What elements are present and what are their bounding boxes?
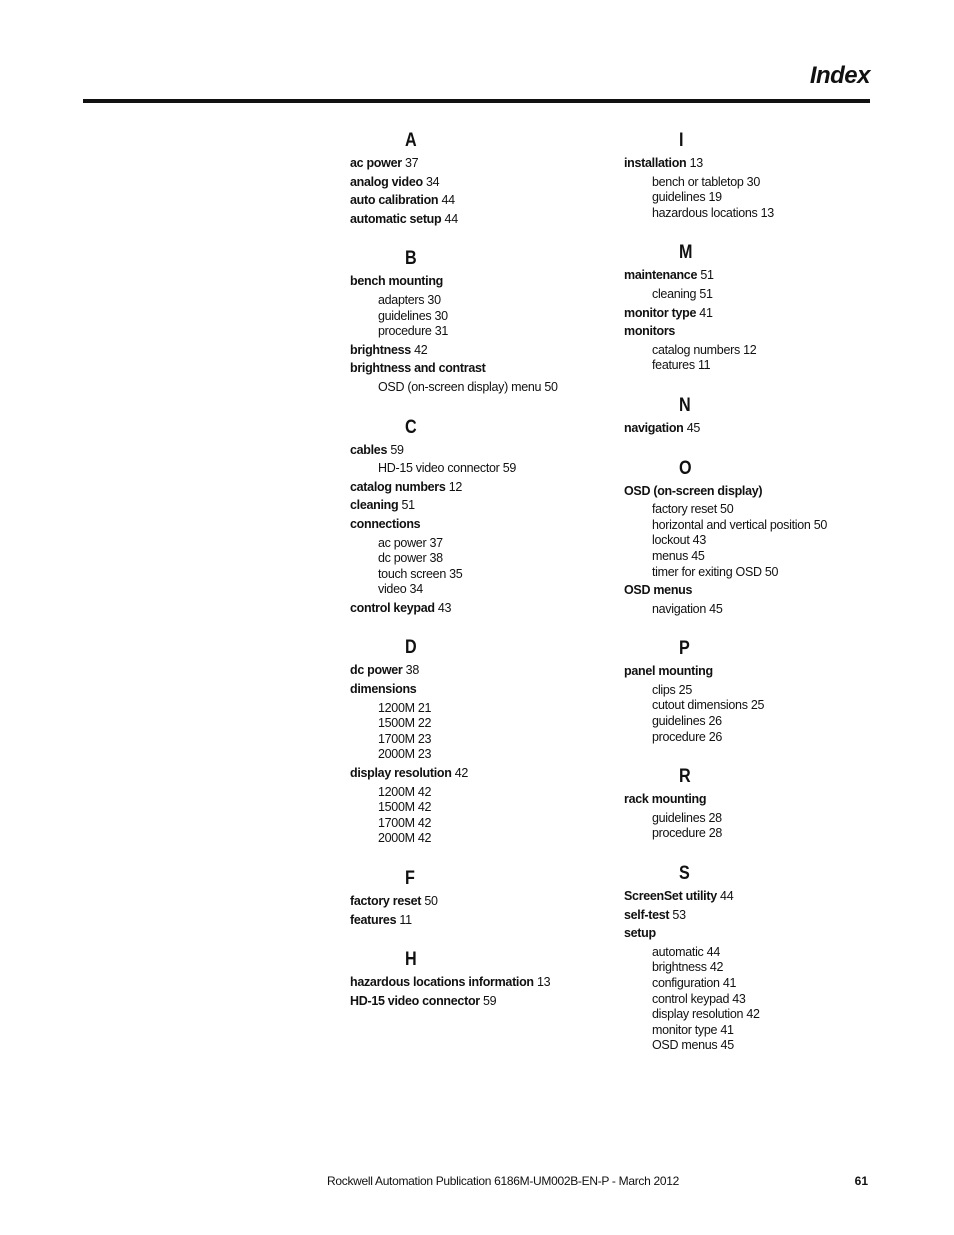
index-subentry: menus 45 — [652, 548, 705, 563]
index-term: auto calibration — [350, 193, 439, 208]
index-entry — [624, 583, 884, 599]
index-column-right — [624, 130, 884, 1075]
index-subentry: ac power 37 — [378, 535, 443, 550]
index-term: maintenance — [624, 268, 698, 283]
index-page-ref: 45 — [686, 420, 701, 435]
index-entry — [350, 361, 610, 377]
index-section — [350, 868, 610, 928]
subentry-list — [624, 287, 884, 303]
index-page-ref: 37 — [404, 156, 419, 170]
index-page-ref: 43 — [437, 600, 452, 615]
index-entry — [350, 343, 610, 359]
section-letter: S — [679, 863, 690, 885]
index-page-ref: 41 — [699, 305, 713, 320]
index-page-ref: 51 — [700, 268, 714, 283]
index-entry — [350, 766, 610, 782]
index-page-ref: 44 — [444, 211, 458, 226]
index-entry — [350, 601, 610, 617]
index-subentry: brightness 42 — [652, 960, 724, 975]
index-entry — [624, 889, 884, 905]
index-entry — [624, 421, 884, 437]
index-term: self-test — [624, 907, 670, 922]
index-term: OSD (on-screen display) — [624, 483, 763, 498]
subentry-list — [624, 343, 884, 374]
subentry-list — [624, 175, 884, 222]
index-subentry: 2000M 23 — [378, 747, 432, 762]
index-page-ref: 50 — [424, 894, 438, 908]
index-term: dimensions — [350, 682, 417, 697]
index-term: rack mounting — [624, 792, 707, 807]
index-subentry: guidelines 28 — [652, 810, 722, 825]
index-subentry: procedure 26 — [652, 729, 723, 744]
index-subentry: automatic 44 — [652, 944, 720, 959]
index-subentry: guidelines 26 — [652, 714, 722, 729]
section-letter: D — [405, 637, 417, 659]
index-entry — [350, 480, 610, 496]
section-letter: F — [405, 868, 415, 889]
section-letter: M — [679, 242, 693, 264]
index-entry — [350, 894, 610, 910]
index-subentry: dc power 38 — [378, 551, 443, 566]
index-subentry: cleaning 51 — [652, 286, 713, 301]
index-term: brightness and contrast — [350, 361, 486, 376]
subentry-list — [350, 380, 610, 396]
index-subentry: 1200M 42 — [378, 784, 432, 799]
index-entry — [624, 324, 884, 340]
index-term: ScreenSet utility — [624, 889, 717, 904]
index-subentry: 1700M 23 — [378, 731, 432, 746]
index-subentry: touch screen 35 — [378, 566, 463, 581]
index-page-ref: 51 — [401, 498, 415, 513]
index-term: bench mounting — [350, 274, 444, 289]
index-section — [350, 417, 610, 617]
index-term: cleaning — [350, 498, 399, 513]
section-letter: R — [679, 766, 691, 788]
subentry-list — [350, 785, 610, 847]
index-section — [624, 766, 884, 842]
section-letter: N — [679, 394, 691, 416]
index-term: cables — [350, 442, 388, 457]
index-entry — [624, 664, 884, 680]
index-subentry: guidelines 30 — [378, 308, 448, 323]
index-entry — [624, 908, 884, 924]
index-entry — [350, 156, 610, 172]
index-subentry: catalog numbers 12 — [652, 342, 757, 357]
index-term: features — [350, 912, 397, 927]
subentry-list — [350, 536, 610, 598]
index-page-ref: 34 — [426, 174, 440, 189]
index-subentry: timer for exiting OSD 50 — [652, 564, 779, 579]
section-letter: B — [405, 248, 417, 270]
section-letter: C — [405, 416, 417, 438]
index-entry — [350, 274, 610, 290]
index-section — [350, 637, 610, 847]
index-section — [624, 130, 884, 221]
index-term: setup — [624, 926, 656, 941]
index-section — [350, 130, 610, 227]
index-entry — [350, 193, 610, 209]
index-term: monitors — [624, 324, 676, 339]
index-page-ref: 59 — [483, 993, 497, 1008]
index-entry — [624, 792, 884, 808]
index-subentry: OSD menus 45 — [652, 1038, 734, 1053]
index-term: ac power — [350, 156, 402, 170]
index-term: automatic setup — [350, 211, 442, 226]
index-subentry: adapters 30 — [378, 292, 441, 307]
index-subentry: clips 25 — [652, 682, 692, 697]
index-term: navigation — [624, 420, 684, 435]
index-section — [624, 458, 884, 618]
index-subentry: control keypad 43 — [652, 991, 746, 1006]
index-page-ref: 42 — [454, 766, 469, 781]
index-section — [350, 248, 610, 395]
subentry-list — [624, 602, 884, 618]
subentry-list — [350, 461, 610, 477]
section-letter: A — [405, 130, 417, 151]
page-number: 61 — [854, 1174, 868, 1188]
index-term: factory reset — [350, 894, 422, 908]
index-subentry: configuration 41 — [652, 976, 737, 990]
index-page-ref: 12 — [448, 479, 463, 494]
index-subentry: 1200M 21 — [378, 700, 432, 715]
index-subentry: procedure 31 — [378, 324, 449, 339]
index-term: control keypad — [350, 600, 435, 615]
index-subentry: video 34 — [378, 582, 423, 597]
index-term: OSD menus — [624, 583, 693, 598]
index-term: analog video — [350, 174, 423, 189]
index-term: installation — [624, 156, 687, 170]
index-entry — [624, 268, 884, 284]
index-section — [350, 949, 610, 1009]
subentry-list — [624, 811, 884, 842]
index-entry — [350, 663, 610, 679]
index-subentry: 1500M 22 — [378, 716, 432, 731]
index-term: monitor type — [624, 305, 697, 320]
index-subentry: procedure 28 — [652, 826, 723, 841]
index-entry — [350, 975, 610, 991]
index-subentry: horizontal and vertical position 50 — [652, 517, 828, 532]
section-letter: O — [679, 457, 692, 479]
footer-publication: Rockwell Automation Publication 6186M-UM002B-EN-P - March 2012 — [327, 1174, 680, 1188]
index-page-ref: 42 — [414, 342, 428, 357]
section-letter: I — [679, 130, 684, 151]
subentry-list — [350, 293, 610, 340]
subentry-list — [624, 945, 884, 1054]
index-page-ref: 38 — [405, 663, 419, 678]
index-subentry: HD-15 video connector 59 — [378, 461, 517, 476]
index-entry — [350, 994, 610, 1010]
page-title: Index — [809, 62, 870, 89]
index-term: catalog numbers — [350, 479, 446, 494]
index-section — [624, 638, 884, 745]
subentry-list — [624, 502, 884, 580]
index-entry — [350, 175, 610, 191]
index-subentry: 1700M 42 — [378, 815, 432, 830]
index-page-ref: 11 — [399, 912, 412, 927]
index-subentry: hazardous locations 13 — [652, 205, 774, 220]
index-term: connections — [350, 516, 421, 531]
section-letter: P — [679, 638, 690, 660]
index-subentry: cutout dimensions 25 — [652, 698, 765, 713]
subentry-list — [350, 701, 610, 763]
index-section — [624, 863, 884, 1054]
index-entry — [624, 926, 884, 942]
index-page-ref: 44 — [441, 193, 455, 208]
index-subentry: features 11 — [652, 358, 711, 373]
index-page-ref: 13 — [536, 975, 551, 990]
index-subentry: lockout 43 — [652, 533, 706, 548]
subentry-list — [624, 683, 884, 745]
index-page-ref: 53 — [672, 907, 686, 922]
index-term: HD-15 video connector — [350, 993, 480, 1008]
index-entry — [350, 498, 610, 514]
index-section — [624, 395, 884, 437]
index-subentry: display resolution 42 — [652, 1007, 760, 1022]
index-subentry: OSD (on-screen display) menu 50 — [378, 379, 558, 394]
index-subentry: navigation 45 — [652, 601, 723, 616]
index-section — [624, 242, 884, 374]
header-rule — [83, 99, 870, 103]
index-term: brightness — [350, 342, 411, 357]
index-subentry: guidelines 19 — [652, 190, 722, 205]
index-entry — [350, 212, 610, 228]
index-subentry: 2000M 42 — [378, 831, 432, 846]
index-entry — [350, 682, 610, 698]
index-entry — [350, 517, 610, 533]
index-term: hazardous locations information — [350, 975, 534, 990]
index-page-ref: 13 — [689, 156, 703, 170]
index-subentry: bench or tabletop 30 — [652, 174, 760, 189]
index-subentry: 1500M 42 — [378, 800, 432, 815]
index-entry — [624, 484, 884, 500]
index-term: dc power — [350, 663, 403, 678]
index-entry — [350, 913, 610, 929]
index-term: display resolution — [350, 766, 452, 781]
index-entry — [350, 443, 610, 459]
index-entry — [624, 306, 884, 322]
index-term: panel mounting — [624, 664, 713, 679]
index-page-ref: 44 — [720, 889, 734, 904]
index-subentry: factory reset 50 — [652, 502, 734, 517]
section-letter: H — [405, 949, 417, 971]
index-entry — [624, 156, 884, 172]
index-page-ref: 59 — [390, 442, 404, 457]
index-column-left — [350, 130, 610, 1030]
index-subentry: monitor type 41 — [652, 1022, 734, 1037]
